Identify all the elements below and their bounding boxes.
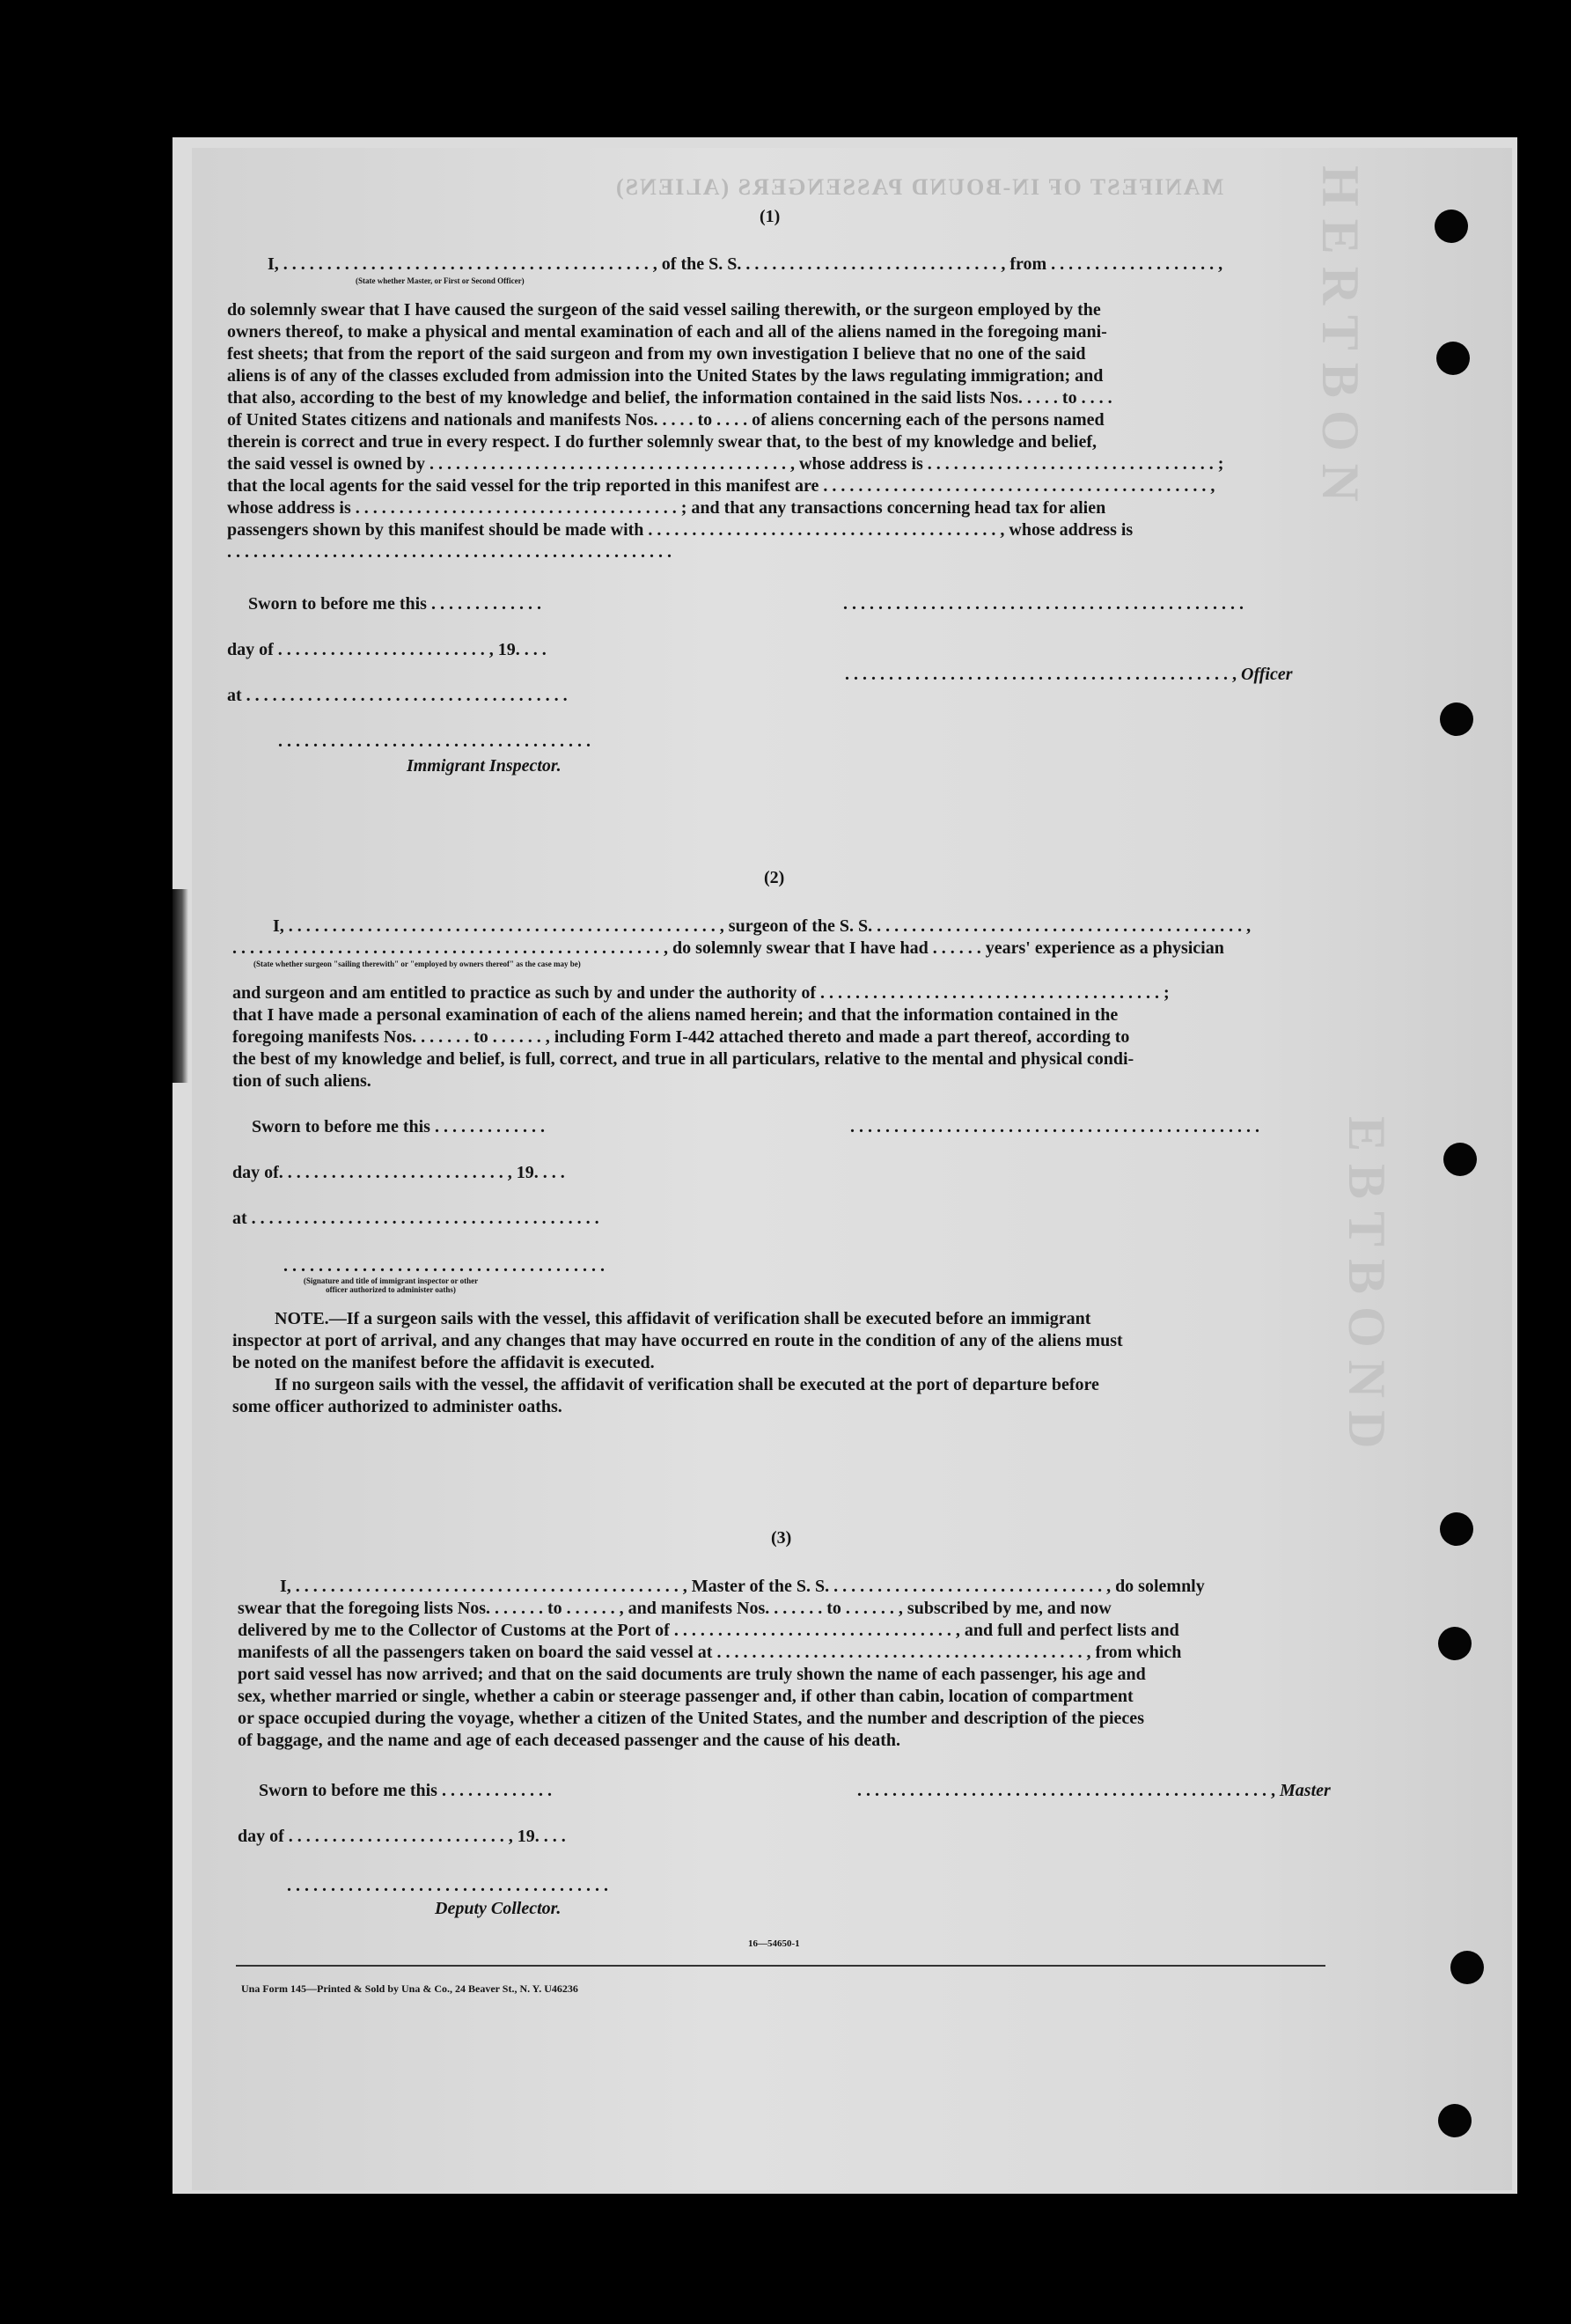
master-label: Master [1280, 1781, 1331, 1800]
note-line: inspector at port of arrival, and any changes that may have occurred en route in the condition of any of the aliens must [232, 1331, 1123, 1350]
bleed-through-stamp: HERTBON [1311, 165, 1369, 514]
body-line: or space occupied during the voyage, whether a citizen of the United States, and the number and description of the pieces [238, 1709, 1144, 1728]
section-3-collector-line: . . . . . . . . . . . . . . . . . . . . . . . . . . . . . . . . . . . . . [287, 1876, 608, 1895]
section-2-number: (2) [764, 868, 785, 887]
body-line: the best of my knowledge and belief, is full, correct, and true in all particulars, relative to the mental and physical condi- [232, 1049, 1134, 1069]
body-line: I, . . . . . . . . . . . . . . . . . . . . . . . . . . . . . . . . . . . . . . . . . . . . , Master of the S. S. . . . . . . . . . . . . . . . . . . . . . . . . . . . . . . . , do solemnly [280, 1577, 1205, 1596]
section-2-officer-sig-line: . . . . . . . . . . . . . . . . . . . . . . . . . . . . . . . . . . . . . [283, 1256, 605, 1276]
body-line: whose address is . . . . . . . . . . . . . . . . . . . . . . . . . . . . . . . . . . . . . ; and that any transactions concerning head tax for alien [227, 498, 1106, 518]
document-sheet [192, 148, 1512, 2190]
punch-hole [1450, 1951, 1484, 1984]
footer-rule [236, 1965, 1325, 1967]
body-line: . . . . . . . . . . . . . . . . . . . . . . . . . . . . . . . . . . . . . . . . . . . . . . . . . . . [227, 542, 672, 562]
note-line: be noted on the manifest before the affidavit is executed. [232, 1353, 655, 1372]
punch-hole [1438, 1627, 1472, 1660]
body-line: aliens is of any of the classes excluded from admission into the United States by the laws regulating immigration; and [227, 366, 1104, 386]
section-2-officer-note: (Signature and title of immigrant inspector or other officer authorized to administer oaths) [303, 1276, 479, 1294]
section-1-number: (1) [760, 207, 781, 226]
edge-smudge [173, 889, 188, 1083]
section-3-collector-label: Deputy Collector. [435, 1899, 562, 1918]
section-2-day: day of. . . . . . . . . . . . . . . . . . . . . . . . . . , 19. . . . [232, 1163, 565, 1182]
punch-hole [1443, 1143, 1477, 1176]
bleed-through-text: MANIFEST OF IN-BOUND PASSENGERS (ALIENS) [614, 174, 1224, 200]
section-3-sworn: Sworn to before me this . . . . . . . . . . . . . [259, 1781, 552, 1800]
document-page [173, 137, 1517, 2194]
note-line: —If a surgeon sails with the vessel, this affidavit of verification shall be executed before an immigrant [328, 1309, 1091, 1328]
master-line: . . . . . . . . . . . . . . . . . . . . . . . . . . . . . . . . . . . . . . . . . . . . . . . , [857, 1781, 1280, 1800]
body-line: of United States citizens and nationals and manifests Nos. . . . . to . . . . of aliens concerning each of the persons named [227, 410, 1105, 430]
body-line: fest sheets; that from the report of the said surgeon and from my own investigation I believe that no one of the said [227, 344, 1086, 364]
section-3-number: (3) [771, 1528, 792, 1548]
section-2-note: (State whether surgeon "sailing therewith" or "employed by owners thereof" as the case may be) [253, 960, 581, 968]
bleed-through-stamp-2: EBTBOND [1338, 1116, 1396, 1461]
body-line: of baggage, and the name and age of each deceased passenger and the cause of his death. [238, 1731, 900, 1750]
body-line: delivered by me to the Collector of Customs at the Port of . . . . . . . . . . . . . . . . . . . . . . . . . . . . . . . . , and full and perfect lists and [238, 1621, 1179, 1640]
section-2-sworn: Sworn to before me this . . . . . . . . . . . . . [252, 1117, 545, 1136]
section-2-first-line: I, . . . . . . . . . . . . . . . . . . . . . . . . . . . . . . . . . . . . . . . . . . . . . . . . . , surgeon of the S. S. . . . . . . . . . . . . . . . . . . . . . . . . . . . . . . . . . . . . . . . . . . , [273, 916, 1252, 936]
punch-hole [1440, 702, 1473, 736]
body-line: the said vessel is owned by . . . . . . . . . . . . . . . . . . . . . . . . . . . . . . . . . . . . . . . . . , whose address is . . . . . . . . . . . . . . . . . . . . . . . . . . . . . . . . . ; [227, 454, 1224, 474]
section-1-day: day of . . . . . . . . . . . . . . . . . . . . . . . . , 19. . . . [227, 640, 547, 659]
punch-hole [1440, 1512, 1473, 1546]
form-code: 16—54650-1 [748, 1938, 800, 1949]
officer-line: . . . . . . . . . . . . . . . . . . . . . . . . . . . . . . . . . . . . . . . . . . . . , [845, 665, 1241, 684]
body-line: and surgeon and am entitled to practice as such by and under the authority of . . . . . . . . . . . . . . . . . . . . . . . . . . . . . . . . . . . . . . . ; [232, 983, 1170, 1003]
section-2-at: at . . . . . . . . . . . . . . . . . . . . . . . . . . . . . . . . . . . . . . . . [232, 1209, 599, 1228]
section-1-note: (State whether Master, or First or Second Officer) [356, 276, 525, 285]
punch-hole [1436, 342, 1470, 375]
section-1-officer [845, 664, 1293, 686]
note-line: If no surgeon sails with the vessel, the affidavit of verification shall be executed at the port of departure before [275, 1375, 1099, 1394]
section-3-day: day of . . . . . . . . . . . . . . . . . . . . . . . . . , 19. . . . [238, 1827, 566, 1846]
section-1-sworn: Sworn to before me this . . . . . . . . . . . . . [248, 594, 541, 614]
section-3-master [857, 1780, 1331, 1802]
body-line: tion of such aliens. [232, 1071, 371, 1091]
section-1-first-line: I, . . . . . . . . . . . . . . . . . . . . . . . . . . . . . . . . . . . . . . . . . . , of the S. S. . . . . . . . . . . . . . . . . . . . . . . . . . . . . . , from . . . . . . . . . . . . . . . . . . . , [268, 254, 1223, 274]
section-1-sig-line: . . . . . . . . . . . . . . . . . . . . . . . . . . . . . . . . . . . . . . . . . . . . . . [843, 594, 1244, 614]
body-line: that the local agents for the said vessel for the trip reported in this manifest are . . . . . . . . . . . . . . . . . . . . . . . . . . . . . . . . . . . . . . . . . . . . , [227, 476, 1215, 496]
punch-hole [1438, 2104, 1472, 2137]
section-2-note-block [232, 1308, 1324, 1418]
body-line: foregoing manifests Nos. . . . . . . to . . . . . . , including Form I-442 attached thereto and made a part thereof, according to [232, 1027, 1130, 1047]
body-line: passengers shown by this manifest should be made with . . . . . . . . . . . . . . . . . . . . . . . . . . . . . . . . . . . . . . . . , whose address is [227, 520, 1134, 540]
body-line: do solemnly swear that I have caused the surgeon of the said vessel sailing therewith, or the surgeon employed by the [227, 300, 1101, 320]
body-line: manifests of all the passengers taken on board the said vessel at . . . . . . . . . . . . . . . . . . . . . . . . . . . . . . . . . . . . . . . . . . , from which [238, 1643, 1182, 1662]
body-line: owners thereof, to make a physical and mental examination of each and all of the aliens named in the foregoing mani- [227, 322, 1107, 342]
note-heading: NOTE. [275, 1309, 329, 1328]
note-line: some officer authorized to administer oaths. [232, 1397, 562, 1416]
punch-hole [1435, 210, 1468, 243]
section-2-sig-line: . . . . . . . . . . . . . . . . . . . . . . . . . . . . . . . . . . . . . . . . . . . . . . . [850, 1117, 1259, 1136]
body-line: that also, according to the best of my knowledge and belief, the information contained in the said lists Nos. . . . . to . . . . [227, 388, 1112, 408]
body-line: therein is correct and true in every respect. I do further solemnly swear that, to the best of my knowledge and belief, [227, 432, 1097, 452]
officer-label: Officer [1241, 665, 1293, 684]
body-line: swear that the foregoing lists Nos. . . . . . . to . . . . . . , and manifests Nos. . . . . . . to . . . . . . , subscribed by me, and now [238, 1599, 1112, 1618]
body-line: that I have made a personal examination of each of the aliens named herein; and that the information contained in the [232, 1005, 1119, 1025]
body-line: sex, whether married or single, whether a cabin or steerage passenger and, if other than cabin, location of compartment [238, 1687, 1134, 1706]
printer-credit: Una Form 145—Printed & Sold by Una & Co., 24 Beaver St., N. Y. U46236 [241, 1982, 578, 1995]
section-1-inspector-label: Immigrant Inspector. [407, 756, 562, 776]
section-2-second-line: . . . . . . . . . . . . . . . . . . . . . . . . . . . . . . . . . . . . . . . . . . . . . . . . . , do solemnly swear that I have had . . . . . . years' experience as a physician [232, 938, 1224, 958]
body-line: port said vessel has now arrived; and that on the said documents are truly shown the name of each passenger, his age and [238, 1665, 1146, 1684]
section-1-at: at . . . . . . . . . . . . . . . . . . . . . . . . . . . . . . . . . . . . . [227, 686, 568, 705]
section-1-inspector-line: . . . . . . . . . . . . . . . . . . . . . . . . . . . . . . . . . . . . [278, 732, 591, 751]
